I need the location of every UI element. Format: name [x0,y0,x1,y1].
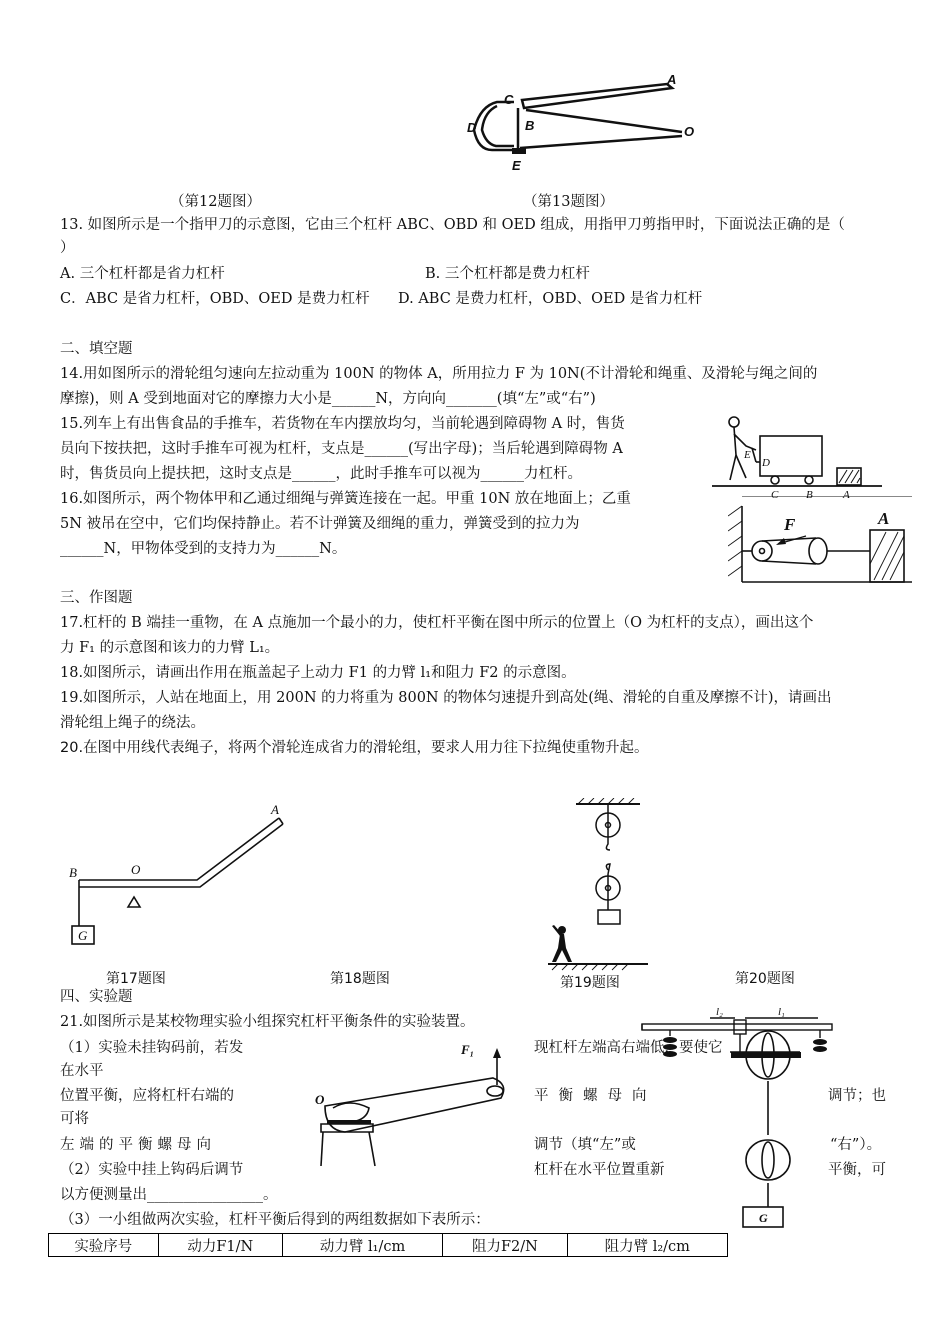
q21-p1-may: 可将 [60,1111,89,1127]
fig21-label-l1: l₁ [778,1008,785,1018]
table-header-cell: 动力臂 l₁/cm [282,1234,442,1257]
fig20-caption: 第20题图 [735,971,795,987]
q15-line-3: 时，售货员向上提扶把，这时支点是______，此时手推车可以视为______力杠杆。 [60,466,582,482]
fig13-label-D: D [467,120,477,135]
q21-p1-fill: 调节（填“左”或 [534,1137,636,1153]
section-3-heading: 三、作图题 [60,590,133,606]
q17-line-1: 17.杠杆的 B 端挂一重物，在 A 点施加一个最小的力，使杠杆平衡在图中所示的位置上（O 为杠杆的支点），画出这个 [60,615,814,631]
pulley-system-figure [548,798,658,973]
section-2-heading: 二、填空题 [60,341,133,357]
fig18-caption: 第18题图 [330,971,390,987]
hand-cart-figure [712,410,912,502]
fig17-label-A: A [271,802,279,817]
fig14-label-A: A [878,509,890,528]
q16-line-3: ______N，甲物体受到的支持力为______N。 [60,541,347,557]
q21-p1-left: （1）实验未挂钩码前，若发 [60,1040,244,1056]
fig13-label-A: A [667,72,677,87]
fig19-caption: 第19题图 [560,975,620,991]
fig15-label-B: B [806,489,813,501]
q21-p1-right-word: “右”）。 [830,1137,882,1153]
q21-p1-position: 位置平衡，应将杠杆右端的 [60,1088,234,1104]
table-header-cell: 实验序号 [49,1234,159,1257]
q21-p3: （3）一小组做两次实验，杠杆平衡后得到的两组数据如下表所示： [60,1212,490,1228]
table-header-cell: 动力F1/N [158,1234,282,1257]
q21-p1-adjust: 调节；也 [828,1088,886,1104]
q15-line-1: 15.列车上有出售食品的手推车，若货物在车内摆放均匀，当前轮遇到障碍物 A 时，售货 [60,416,625,432]
q16-line-2: 5N 被吊在空中，它们均保持静止。若不计弹簧及细绳的重力，弹簧受到的拉力为 [60,516,580,532]
fig17-label-G: G [78,928,88,943]
fig20-label-G: G [759,1211,768,1225]
fig18-label-F1: F₁ [461,1042,475,1057]
fig15-label-D: D [762,457,770,469]
fig17-label-O: O [131,862,141,877]
q15-line-2: 员向下按扶把，这时手推车可视为杠杆，支点是______(写出字母)；当后轮遇到障碍物 A [60,441,623,457]
section-4-heading: 四、实验题 [60,989,133,1005]
q14-line-2: 摩擦)，则 A 受到地面对它的摩擦力大小是______N，方向向_______(填“左”或“右”) [60,391,596,407]
table-header-cell: 阻力F2/N [443,1234,567,1257]
table-header-cell: 阻力臂 l₂/cm [567,1234,727,1257]
fig15-label-E: E [744,449,751,461]
experiment-data-table [48,1233,728,1257]
q19-line-2: 滑轮组上绳子的绕法。 [60,715,205,731]
fig21-label-l2: l₂ [716,1008,723,1018]
q21-p2-left: （2）实验中挂上钩码后调节 [60,1162,244,1178]
q14-line-1: 14.用如图所示的滑轮组匀速向左拉动重为 100N 的物体 A，所用拉力 F 为 10N(不计滑轮和绳重、及滑轮与绳之间的 [60,366,818,382]
fig14-label-F: F [784,515,796,534]
fig17-label-B: B [69,865,77,880]
fig15-label-A: A [843,489,850,501]
q13-option-b: B. 三个杠杆都是费力杠杆 [425,266,590,282]
fig13-label-E: E [512,158,521,173]
q21-p1-cont: 在水平 [60,1063,104,1079]
nail-clipper-figure [462,70,707,180]
q13-stem-end: ） [60,240,75,256]
fig13-label-O: O [684,124,695,139]
q21-p2-mid: 杠杆在水平位置重新 [534,1162,665,1178]
q21-p2-cont: 以方便测量出________________。 [60,1187,278,1203]
q18-text: 18.如图所示，请画出作用在瓶盖起子上动力 F1 的力臂 l₁和阻力 F2 的示意图。 [60,665,576,681]
q16-line-1: 16.如图所示，两个物体甲和乙通过细绳与弹簧连接在一起。甲重 10N 放在地面上；乙重 [60,491,631,507]
fig13-label-B: B [525,118,535,133]
q13-option-d: D. ABC 是费力杠杆，OBD、OED 是省力杠杆 [398,291,703,307]
q13-stem: 13. 如图所示是一个指甲刀的示意图，它由三个杠杆 ABC、OBD 和 OED 组成，用指甲刀剪指甲时，下面说法正确的是（ [60,217,845,233]
q21-p1-left-nut: 左端的平衡螺母向 [60,1137,216,1153]
q21-intro: 21.如图所示是某校物理实验小组探究杠杆平衡条件的实验装置。 [60,1014,475,1030]
pulley-object-a-figure [728,496,913,588]
fig13-label-C: C [504,92,514,107]
q21-p1-right-text: 现杠杆左端高右端低，要使它 [534,1040,723,1056]
q17-line-2: 力 F₁ 的示意图和该力的力臂 L₁。 [60,640,280,656]
q19-line-1: 19.如图所示，人站在地面上，用 200N 的力将重为 800N 的物体匀速提升到高处(绳、滑轮的自重及摩擦不计)，请画出 [60,690,832,706]
q13-option-c: C．ABC 是省力杠杆，OBD、OED 是费力杠杆 [60,291,370,307]
table-header-row [49,1234,728,1257]
fig12-caption: （第12题图） [170,194,261,210]
q20-text: 20.在图中用线代表绳子，将两个滑轮连成省力的滑轮组，要求人用力往下拉绳使重物升起。 [60,740,649,756]
q21-p1-right [534,1038,890,1058]
q21-p1-nut-direction: 平衡螺母向 [534,1088,657,1104]
q21-p2-right: 平衡，可 [828,1162,886,1178]
fig18-label-O: O [315,1092,325,1107]
bottle-opener-figure [305,1040,530,1170]
q13-option-a: A. 三个杠杆都是省力杠杆 [60,266,225,282]
fig13-caption: （第13题图） [523,194,614,210]
fig15-label-C: C [771,489,779,501]
bent-lever-figure [65,800,295,955]
fig17-caption: 第17题图 [106,971,166,987]
